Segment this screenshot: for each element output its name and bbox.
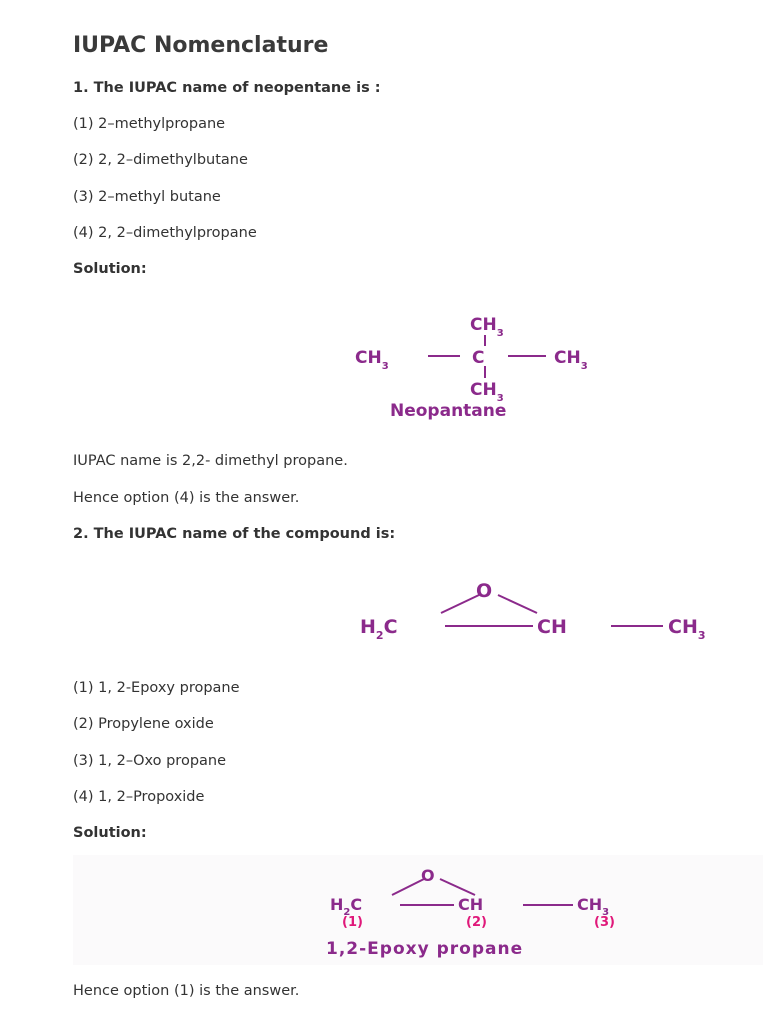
sol-oxygen: O <box>421 866 435 885</box>
sol-bond-o-right <box>440 879 475 895</box>
question-2: 2. The IUPAC name of the compound is: <box>73 526 396 542</box>
neo-bottom-group: $CH_3$ <box>470 380 504 404</box>
q2-answer: Hence option (1) is the answer. <box>73 983 300 999</box>
q2-option-1: (1) 1, 2-Epoxy propane <box>73 680 240 696</box>
epox-middle-group: CH <box>537 616 567 638</box>
question-1: 1. The IUPAC name of neopentane is : <box>73 80 381 96</box>
q1-option-4: (4) 2, 2–dimethylpropane <box>73 225 257 241</box>
sol-label-3: (3) <box>594 915 615 930</box>
neopentane-structure <box>350 308 640 426</box>
neo-top-group: $CH_3$ <box>470 315 504 339</box>
sol-label-1: (1) <box>342 915 363 930</box>
q1-option-1: (1) 2–methylpropane <box>73 116 226 132</box>
q2-solution-label: Solution: <box>73 825 147 841</box>
page-title: IUPAC Nomenclature <box>73 33 329 58</box>
epoxide-structure <box>355 575 760 645</box>
q1-solution-label: Solution: <box>73 261 147 277</box>
sol-left-group: $H_2C$ <box>330 895 363 918</box>
sol-bond-o-left <box>392 879 424 895</box>
epox-oxygen: O <box>476 580 493 602</box>
sol-label-2: (2) <box>466 915 487 930</box>
sol-right-group: $CH_3$ <box>577 895 610 918</box>
q1-option-3: (3) 2–methyl butane <box>73 189 221 205</box>
q1-explanation: IUPAC name is 2,2- dimethyl propane. <box>73 453 348 469</box>
q1-option-2: (2) 2, 2–dimethylbutane <box>73 152 248 168</box>
q2-option-3: (3) 1, 2–Oxo propane <box>73 753 227 769</box>
sol-caption: 1,2-Epoxy propane <box>326 939 524 959</box>
epox-bond-o-left <box>441 595 479 613</box>
neo-caption: Neopantane <box>390 401 507 421</box>
q2-option-2: (2) Propylene oxide <box>73 716 214 732</box>
neo-right-group: $CH_3$ <box>554 348 588 372</box>
neo-left-group: $CH_3$ <box>355 348 389 372</box>
epox-bond-o-right <box>498 595 537 613</box>
neo-center-carbon: C <box>472 348 485 368</box>
q1-answer: Hence option (4) is the answer. <box>73 490 300 506</box>
epox-right-group: $CH_3$ <box>668 616 706 642</box>
sol-middle-group: CH <box>458 895 484 914</box>
q2-option-4: (4) 1, 2–Propoxide <box>73 789 205 805</box>
epox-left-group: $H_2C$ <box>360 616 398 642</box>
epoxy-propane-structure <box>320 862 680 962</box>
